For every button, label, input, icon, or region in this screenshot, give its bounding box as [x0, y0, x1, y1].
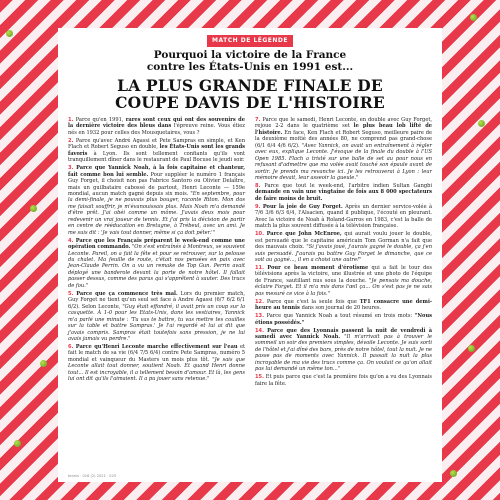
- tennis-ball-icon: [14, 440, 21, 447]
- article-page: [58, 28, 442, 482]
- paragraph: 5. Parce que ça commence très mal. Lors du premier match, Guy Forget ne tient qu'un seul set face à Andre Agassi (6/7 6/2 6/1 6/2). Selon Leconte, "Guy était effondré, il avait pris un coup sur la casquette. À 1-0 pour les Etats-Unis, dans les vestiaires, Yannick m'a parlé une minute : 'Tu vas te battre, tu vas mettre tes couilles sur la table et battre Sampras.' Je l'ai regardé et lui ai dit que j'avais compris. Sampras était toutefois sans pression, je ne lui avais jamais vu perdre.": [68, 290, 246, 342]
- paragraph: 11. Pour ce beau moment d'érotisme qui a fait le tour des télévisions après la victoire, une illustrée et une photo de l'équipe de France, sautillant nus sous la douche. "Je pensais ma douche, éclaire Forget. Et il m'a mis dans l'œil ça... On s'est pas je ne sais pas mesuré ce vice à la fois.": [255, 264, 432, 297]
- paragraph: 12. Parce que c'est la seule fois que TF1 consacre une demi-heure au tennis dans son journal de 20 heures.: [255, 298, 432, 312]
- paragraph: 3. Parce que Yannick Noah, à la fois capitaine et chanteur, fait comme bon lui semble. Pour suppléer le numéro 1 français Guy Forget, il choisit non pas Fabrice Santoro ou Olivier Delaître, mais un guilbataire cabossé de partout, Henri Leconte — 159e mondial, aucun match gagné depuis six mois. "En septembre, pour la demi-finale, je ne pouvais plus bouger, raconte Riton. Mon dos me faisait souffrir, je m'évanouissais plus. Mais Noah m'a demandé d'être prêt. J'ai obéi comme un môme. J'avais deux mois pour redevenir un vrai joueur de tennis. Et j'ai pris la décision de partir en centre de rééducation en Bretagne, à Trébeul, avec un ami. Je me suis dit : 'Je vais tout donner, même si ça doit péter.'": [68, 165, 246, 236]
- tennis-ball-icon: [450, 470, 457, 477]
- tennis-ball-icon: [478, 120, 485, 127]
- tennis-ball-icon: [40, 360, 47, 367]
- paragraph: 15. Et puis parce que c'est la première fois qu'on a vu des Lyonnais faire la fête.: [255, 374, 433, 387]
- paragraph: 6. Parce qu'Henri Leconte marche effectivement sur l'eau et fait le match de sa vie (6/4 7/5 6/4) contre Pete Sampras, numéro 5 mondial et vainqueur du Masters un mois plus tôt. "Je sais que Leconte allait tout donner, soutient Noah. Et quand Henri donne tout... Il est incroyable, il a tellement besoin d'amour. Et là, les gens lui ont dit qu'ils l'aimaient. Il a pu jouer sans retenue.": [68, 343, 245, 383]
- paragraph: 14. Parce que des Lyonnais passent la nuit de vendredi à samedi avec Yannick Noah. "Il m'arrivait pas à trouver le sommeil un soir des premiers simples, dévoile Leconte. Je suis sorti de l'hôtel et j'ai dîné des bars, près de notre hôtel, tout la nuit. Je ne passe pas de moments avec Yannick. Il passait la nuit la plus incroyable de ma vie des trucs comme ça. On voulait ce qu'on allait pas lui demandé un même ton...": [255, 327, 433, 373]
- tennis-ball-icon: [30, 205, 37, 212]
- paragraph: 2. Parce qu'avec André Agassi et Pete Sampras en simple, et Ken Flach et Robert Seguso en double, les États-Unis sont les grands favoris à Lyon. Ils sont tellement confiants qu'ils vont tranquillement dîner dans le restaurant de Paul Bocuse le jeudi soir.: [68, 137, 246, 164]
- left-column: [68, 117, 245, 389]
- paragraph: 4. Parce que les Français préparent le week-end comme une opération commando. "On s'est entraînés à Montreux, se souvient Leconte. Pareil, on a fait la fête et pour se retrouver, sur la pelouse du chalet. Ma feuille de route, c'était nos pensées en paix avec Jean-Claude Perrin. On a vu un remake de Top Gun. Perrin avait déployé une banderole devant la porte de notre hôtel. Il fallait passer dessus, comme des paras qui s'apprêtent à sauter. Des trucs de fou.": [68, 237, 245, 289]
- paragraph: 7. Parce que le samedi, Henri Leconte, en double avec Guy Forget, rejoue 2-2 dans le quatrième set le plus beau lob lifté de l'histoire. En face, Ken Flach et Robert Seguso, meilleure paire de la deuxième moitié des années 80, ne comprend pas grand-chose (6/1 6/4 4/6 6/2). "Avec Yannick, on avait un entraînement à régler avec eux, explique Leconte. J'évoque de la finale du double à l'US Open 1985. Flach a tristé sur une balle de set au pour nous en refusant d'admettre que ma volée avait touché son épaule avant de sortir. Je prends ma revanche ici. Je les retrouverai à Lyon : leur mémoire devait, leur asseoir la gueule.": [255, 117, 433, 182]
- article-columns: [68, 117, 432, 389]
- paragraph: 10. Parce que John McEnroe, qui aurait voulu jouer le double, est persuadé que le capitaine américain Tom Gorman n'a fait que des mauvais choix. "Si j'avais joué, j'aurais gagné le double, ça j'en suis persuadé. J'aurais pu battre Guy Forget le dimanche, que ce soit au gagné..., il en a choisi une autre!": [255, 231, 432, 264]
- paragraph: 8. Parce que tout le week-end, l'arbitre indien Sultan Gangbi demande en vain une vingtaine de fois aux 8 000 spectateurs de faire moins de bruit.: [255, 183, 433, 202]
- tennis-ball-icon: [6, 30, 13, 37]
- kicker: MATCH DE LÉGENDE: [68, 32, 432, 47]
- paragraph: 9. Pour la joie de Guy Forget. Après un dernier service-volée à 7/6 3/6 6/3 6/4, l'Alsacien, quand il publique, l'écouté en pleurant. Avec la victoire de Noah à Roland-Garros en 1983, c'est la balle de match la plus souvent diffusée à la télévision française.: [255, 203, 432, 230]
- right-column: [255, 117, 432, 389]
- page-footer: tennis · 016 (2) 2021 · 025: [68, 474, 117, 478]
- paragraph: 1. Parce qu'en 1991, rares sont ceux qui ont des souvenirs de la dernière victoire des bleus dans l'épreuve reine. Vous étiez nés en 1932 pour celles des Mousquetaires, vous ?: [68, 117, 245, 136]
- subheadline: Pourquoi la victoire de la France contre les États-Unis en 1991 est...: [146, 49, 354, 73]
- tennis-ball-icon: [470, 14, 477, 21]
- paragraph: 13. Parce que Yannick Noah a tout résumé en trois mots: "Nous étions possédés.": [255, 313, 433, 326]
- headline: LA PLUS GRANDE FINALE DE COUPE DAVIS DE L'HISTOIRE: [115, 76, 385, 112]
- tennis-ball-icon: [468, 345, 475, 352]
